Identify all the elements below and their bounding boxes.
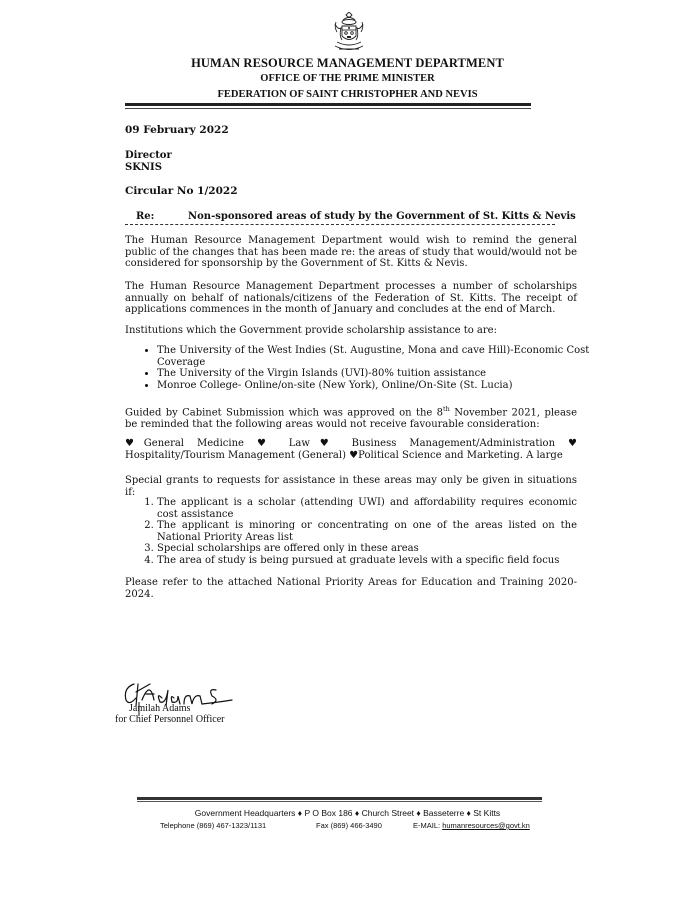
- list-item: • Monroe College- Online/on-site (New York), Online/On-Site (St. Lucia): [157, 380, 593, 392]
- office-title: OFFICE OF THE PRIME MINISTER: [260, 73, 435, 84]
- paragraph-cabinet-text-b: November 2021, please be reminded that the following areas would not receive favourable consideration:: [125, 407, 577, 430]
- list-item: 4. The area of study is being pursued at graduate levels with a specific field focus: [157, 555, 577, 567]
- paragraph-excluded-areas: ♥General Medicine ♥ Law♥ Business Management/Administration ♥ Hospitality/Tourism Management (General) ♥Political Science and Marketing. A large: [125, 438, 577, 461]
- paragraph-cabinet-submission: [125, 404, 577, 430]
- footer-address: Government Headquarters ♦ P O Box 186 ♦ Church Street ♦ Basseterre ♦ St Kitts: [194, 808, 501, 818]
- footer-divider-thin: [137, 801, 542, 802]
- department-title: HUMAN RESOURCE MANAGEMENT DEPARTMENT: [191, 56, 504, 70]
- footer-email-link[interactable]: humanresources@govt.kn: [442, 821, 530, 830]
- list-item: 1. The applicant is a scholar (attending UWI) and affordability requires economic cost assistance: [157, 497, 577, 520]
- footer-email: [413, 821, 530, 830]
- signatory-name: Jamilah Adams: [129, 703, 191, 714]
- ordinal-suffix: th: [443, 405, 450, 413]
- circular-number: Circular No 1/2022: [125, 185, 238, 197]
- coat-of-arms-crest: [331, 12, 367, 56]
- re-subject: Non-sponsored areas of study by the Government of St. Kitts & Nevis: [188, 211, 576, 222]
- federation-title: FEDERATION OF SAINT CHRISTOPHER AND NEVIS: [217, 89, 478, 100]
- footer-email-label: E-MAIL:: [413, 821, 443, 830]
- paragraph-special-grants: Special grants to requests for assistance in these areas may only be given in situations if:: [125, 475, 577, 498]
- paragraph-priority-areas: Please refer to the attached National Priority Areas for Education and Training 2020-2024.: [125, 577, 577, 600]
- institutions-list: [141, 345, 593, 391]
- subject-divider: [125, 224, 555, 225]
- header-divider-thick: [125, 103, 531, 106]
- paragraph-scholarships: The Human Resource Management Department processes a number of scholarships annually on behalf of nationals/citizens of the Federation of St. Kitts. The receipt of applications commences in the month of January and concludes at the end of March.: [125, 281, 577, 315]
- recipient-block: [125, 150, 172, 174]
- footer-fax: Fax (869) 466-3490: [316, 821, 382, 830]
- letter-date: 09 February 2022: [125, 124, 229, 136]
- paragraph-institutions-intro: Institutions which the Government provide scholarship assistance to are:: [125, 325, 497, 336]
- paragraph-reminder: The Human Resource Management Department would wish to remind the general public of the changes that has been made re: the areas of study that would/would not be considered for sponsorship by the Government of St. Kitts & Nevis.: [125, 235, 577, 269]
- footer-telephone: Telephone (869) 467-1323/1131: [160, 821, 267, 830]
- list-item: 3. Special scholarships are offered only in these areas: [157, 543, 577, 555]
- signatory-title: for Chief Personnel Officer: [115, 714, 225, 725]
- re-label: Re:: [136, 211, 155, 222]
- conditions-list: [140, 497, 577, 566]
- list-item: 2. The applicant is minoring or concentrating on one of the areas listed on the National Priority Areas list: [157, 520, 577, 543]
- footer-divider-thick: [137, 797, 542, 800]
- recipient-title: Director: [125, 150, 172, 161]
- list-item: • The University of the West Indies (St. Augustine, Mona and cave Hill)-Economic Cost Coverage: [157, 345, 593, 368]
- paragraph-cabinet-text-a: Guided by Cabinet Submission which was approved on the 8: [125, 407, 444, 419]
- list-item: • The University of the Virgin Islands (UVI)-80% tuition assistance: [157, 368, 593, 380]
- header-divider-thin: [125, 108, 531, 109]
- recipient-org: SKNIS: [125, 162, 162, 173]
